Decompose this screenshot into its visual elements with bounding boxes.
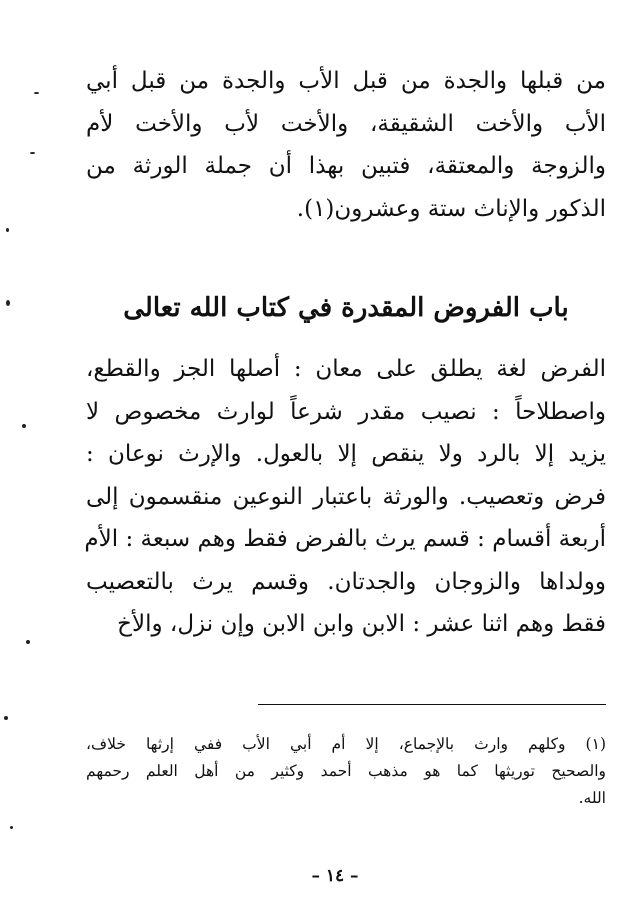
- paragraph-line: من قبلها والجدة من قبل الأب والجدة من قبل أبي: [86, 68, 606, 94]
- footnote-line: الله.: [578, 789, 606, 807]
- scan-speck: [6, 228, 9, 232]
- scan-speck: [26, 640, 30, 644]
- scan-speck: [6, 300, 10, 306]
- paragraph-line: فقط وهم اثنا عشر : الابن وابن الابن وإن نزل، والأخ: [117, 611, 606, 637]
- scan-speck: [34, 92, 39, 94]
- scan-speck: [10, 826, 13, 829]
- paragraph-line: الذكور والإناث ستة وعشرون(١).: [296, 195, 606, 222]
- paragraph-line: يزيد إلا بالرد ولا ينقص إلا بالعول. والإرث نوعان :: [86, 441, 606, 467]
- footnote-separator: [258, 704, 606, 705]
- footnote-line: (١) وكلهم وارث بالإجماع، إلا أم أبي الأب ففي إرثها خلاف،: [86, 735, 606, 753]
- section-heading: باب الفروض المقدرة في كتاب الله تعالى: [123, 293, 569, 323]
- paragraph-line: فرض وتعصيب. والورثة باعتبار النوعين منقسمون إلى: [86, 483, 606, 510]
- paragraph-line: وولداها والزوجان والجدتان. وقسم يرث بالتعصيب: [86, 568, 606, 595]
- footnote-line: والصحيح توريثها كما هو مذهب أحمد وكثير من أهل العلم رحمهم: [86, 762, 606, 780]
- body-paragraph: [86, 348, 606, 646]
- paragraph-line: الأب والأخت الشقيقة، والأخت لأب والأخت لأم: [86, 110, 606, 137]
- scan-speck: [4, 716, 8, 720]
- scan-speck: [30, 152, 35, 154]
- paragraph-line: واصطلاحاً : نصيب مقدر شرعاً لوارث مخصوص لا: [86, 398, 606, 425]
- footnote: [86, 731, 606, 812]
- scan-speck: [22, 424, 26, 428]
- paragraph-line: الفرض لغة يطلق على معان : أصلها الجز والقطع،: [86, 356, 606, 382]
- paragraph-line: أربعة أقسام : قسم يرث بالفرض فقط وهم سبعة : الأم: [84, 526, 606, 552]
- top-paragraph: [86, 60, 606, 230]
- page-number: – ١٤ –: [311, 866, 359, 886]
- paragraph-line: والزوجة والمعتقة، فتبين بهذا أن جملة الورثة من: [86, 153, 606, 179]
